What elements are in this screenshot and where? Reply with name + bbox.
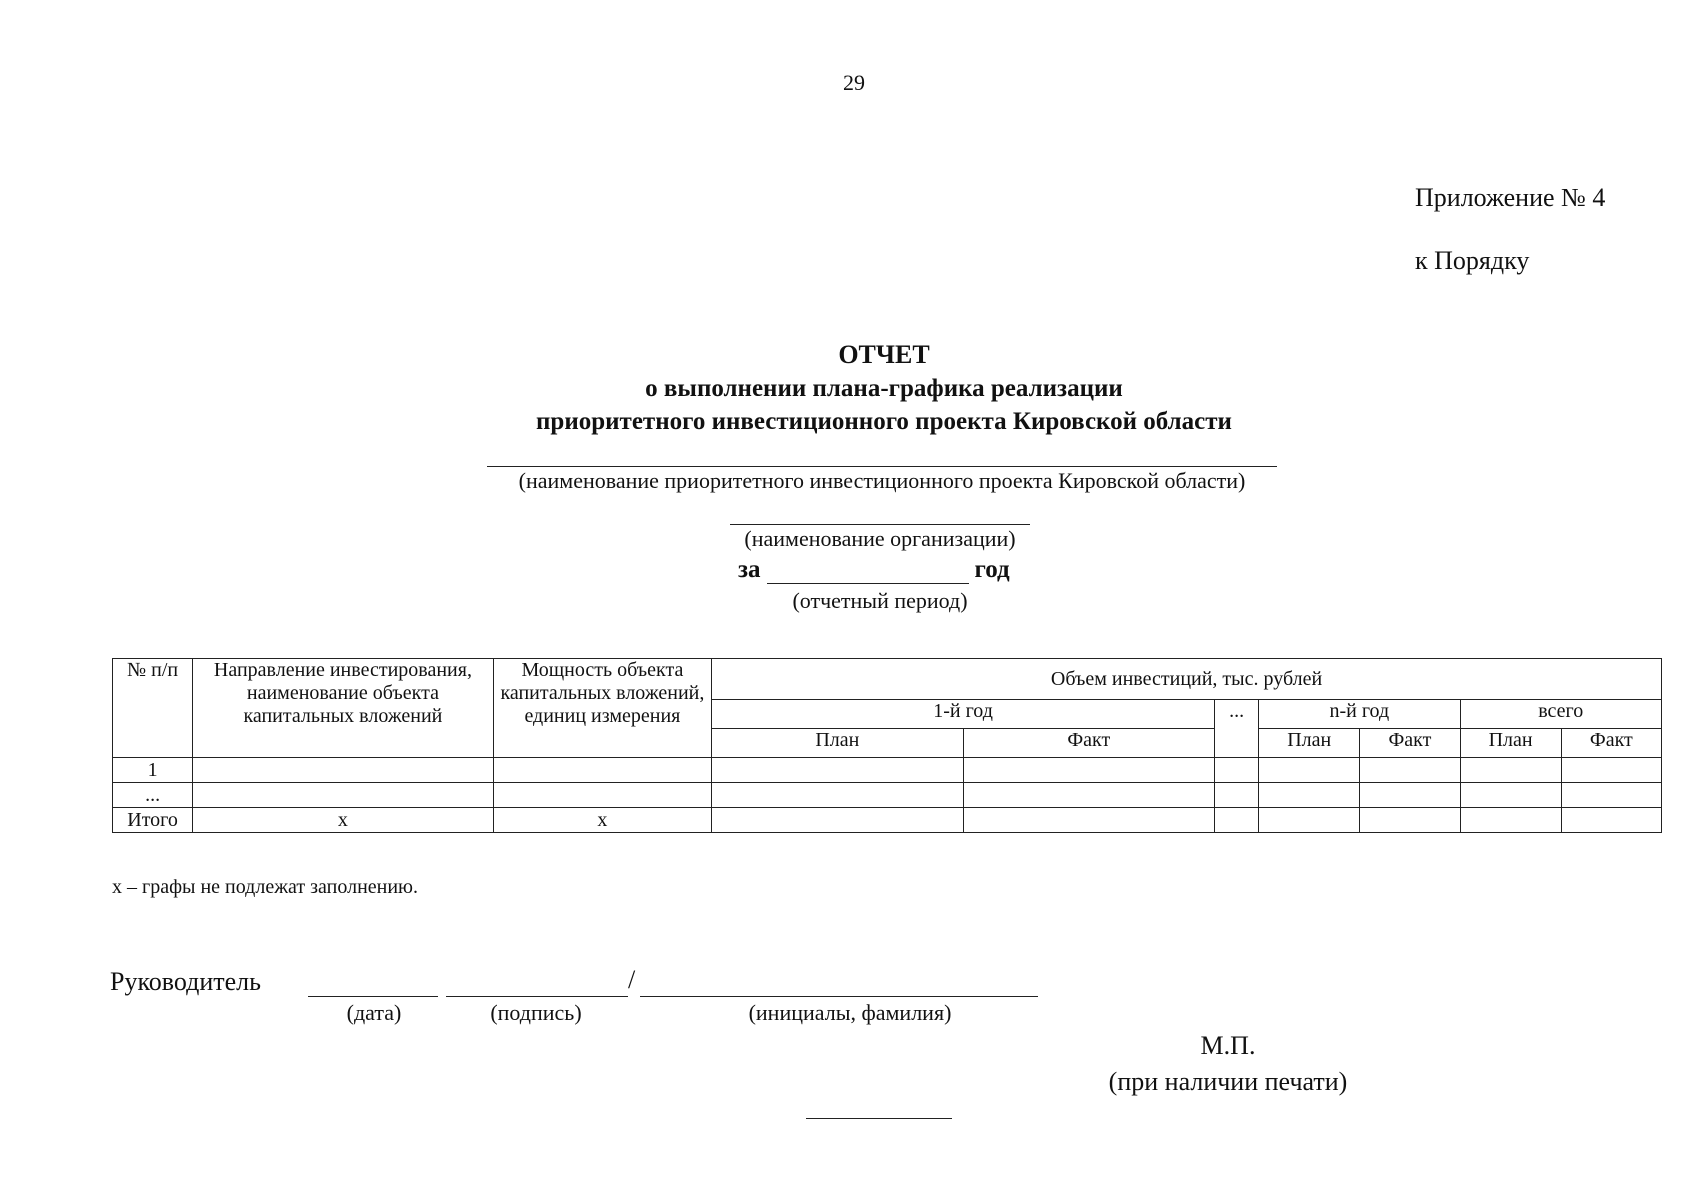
cell (1360, 758, 1460, 783)
appendix-order: к Порядку (1415, 246, 1530, 275)
cell (1215, 758, 1259, 783)
cell (963, 758, 1214, 783)
signer-role: Руководитель (110, 967, 261, 996)
project-name-caption: (наименование приоритетного инвестиционного проекта Кировской области) (518, 468, 1246, 493)
period-prefix: за (738, 556, 761, 583)
cell (712, 783, 963, 808)
cell (1460, 758, 1561, 783)
page-number: 29 (843, 70, 865, 95)
cell (1561, 808, 1661, 833)
header-investment-volume: Объем инвестиций, тыс. рублей (712, 659, 1662, 700)
header-ellipsis: ... (1215, 700, 1259, 758)
table-footnote: х – графы не подлежат заполнению. (112, 876, 418, 898)
signature-slash: / (628, 965, 636, 994)
cell (1561, 783, 1661, 808)
period-caption: (отчетный период) (792, 588, 968, 613)
title-line-3: приоритетного инвестиционного проекта Кировской области (536, 408, 1232, 435)
project-name-line (487, 466, 1277, 467)
end-divider (806, 1118, 952, 1119)
cell (963, 808, 1214, 833)
reporting-period (738, 556, 1010, 584)
row-direction (193, 758, 494, 783)
title-line-2: о выполнении плана-графика реализации (645, 375, 1123, 402)
header-plan: План (1259, 729, 1360, 758)
header-row-number: № п/п (113, 659, 193, 758)
row-direction: х (193, 808, 494, 833)
header-direction: Направление инвестирования, наименование объекта капитальных вложений (193, 659, 494, 758)
period-suffix: год (974, 556, 1010, 583)
header-fact: Факт (1360, 729, 1460, 758)
appendix-number: Приложение № 4 (1415, 183, 1606, 212)
appendix-reference (1415, 166, 1605, 292)
cell (1259, 758, 1360, 783)
row-number: 1 (113, 758, 193, 783)
header-year-n: n-й год (1259, 700, 1460, 729)
seal-note: (при наличии печати) (1108, 1067, 1348, 1096)
row-number: ... (113, 783, 193, 808)
row-capacity (493, 783, 711, 808)
header-fact: Факт (1561, 729, 1661, 758)
cell (1259, 783, 1360, 808)
header-total: всего (1460, 700, 1662, 729)
cell (1360, 783, 1460, 808)
cell (1460, 783, 1561, 808)
date-line (308, 996, 438, 997)
header-capacity: Мощность объекта капитальных вложений, единиц измерения (493, 659, 711, 758)
cell (963, 783, 1214, 808)
signature-line (446, 996, 628, 997)
header-fact: Факт (963, 729, 1214, 758)
seal-label: М.П. (1200, 1031, 1256, 1060)
cell (1259, 808, 1360, 833)
organization-caption: (наименование организации) (744, 526, 1016, 551)
seal-place (1078, 1028, 1378, 1100)
table-row-total (113, 808, 1662, 833)
report-title (0, 338, 1708, 438)
investment-table (112, 658, 1662, 833)
cell (1215, 783, 1259, 808)
organization-line (730, 524, 1030, 525)
name-line (640, 996, 1038, 997)
cell (712, 758, 963, 783)
row-capacity (493, 758, 711, 783)
date-caption: (дата) (346, 1000, 402, 1025)
name-caption: (инициалы, фамилия) (748, 1000, 952, 1025)
header-plan: План (1460, 729, 1561, 758)
signature-caption: (подпись) (490, 1000, 582, 1025)
row-direction (193, 783, 494, 808)
table-row (113, 783, 1662, 808)
period-blank (767, 559, 969, 584)
cell (712, 808, 963, 833)
header-plan: План (712, 729, 963, 758)
cell (1561, 758, 1661, 783)
title-main: ОТЧЕТ (838, 340, 930, 369)
cell (1215, 808, 1259, 833)
row-number: Итого (113, 808, 193, 833)
table-row (113, 758, 1662, 783)
header-year-1: 1-й год (712, 700, 1215, 729)
cell (1360, 808, 1460, 833)
row-capacity: х (493, 808, 711, 833)
cell (1460, 808, 1561, 833)
